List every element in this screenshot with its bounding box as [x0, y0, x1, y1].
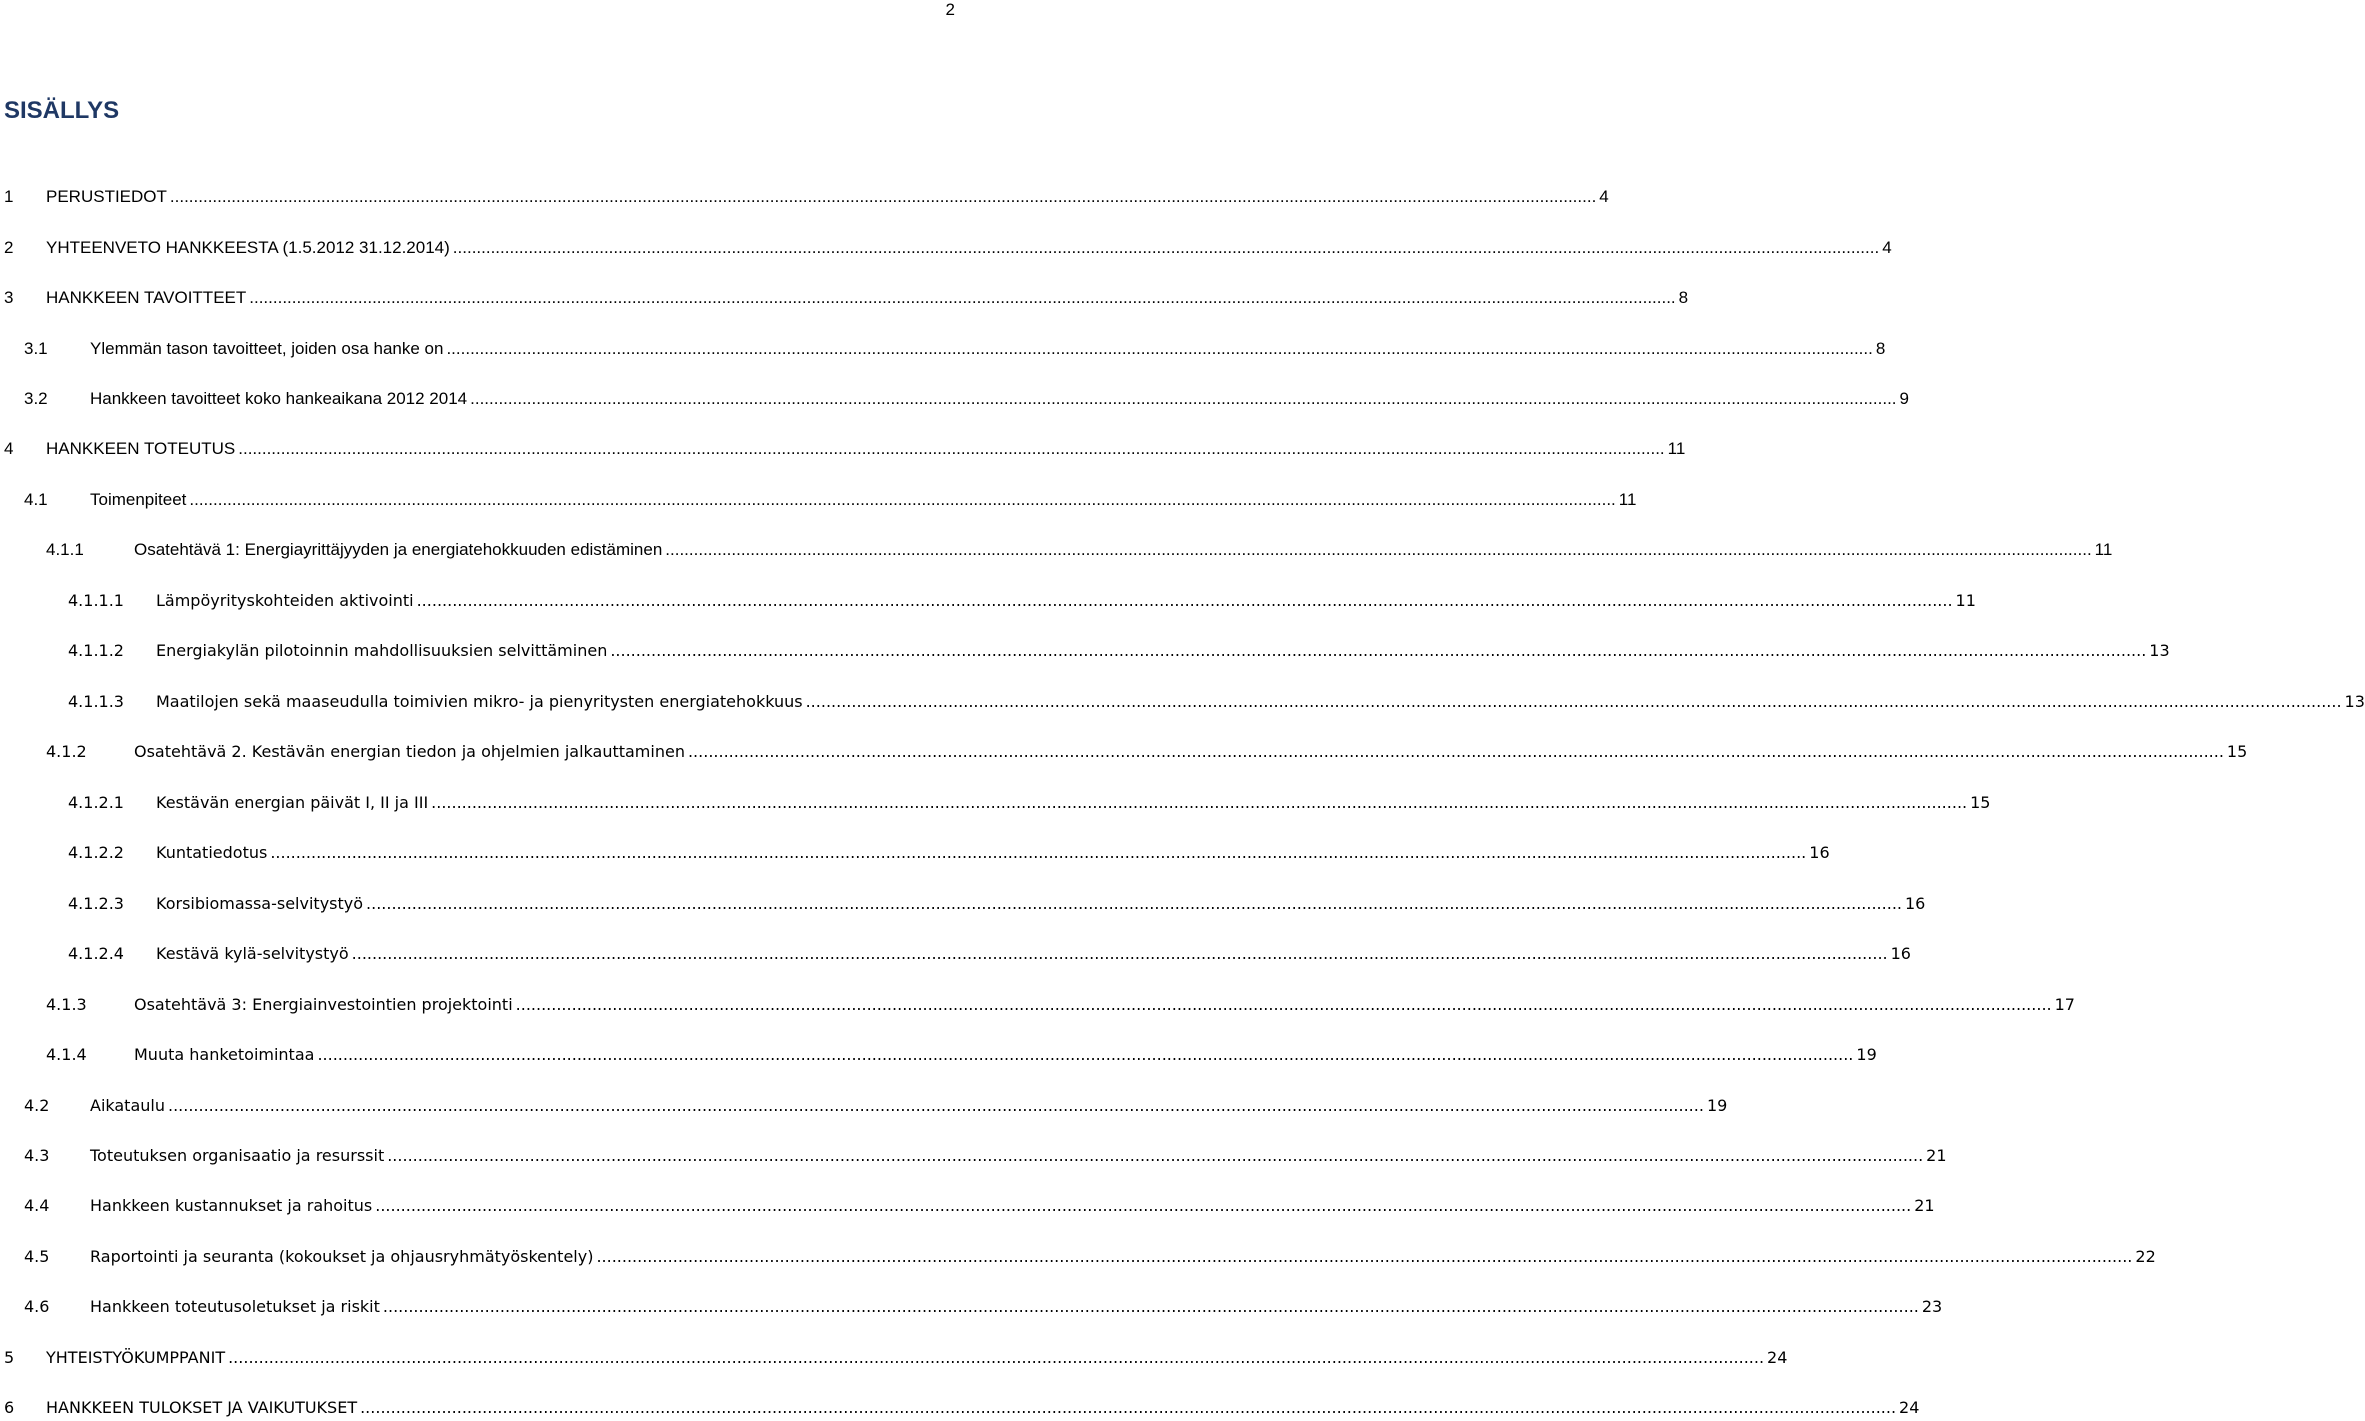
toc-dot-leader: [228, 1345, 1764, 1371]
toc-entry-page: 13: [2344, 692, 2365, 711]
toc-entry[interactable]: [4, 184, 1609, 210]
page-number: 2: [945, 0, 955, 19]
toc-entry-number: 4.1.2.1: [68, 793, 124, 812]
toc-dot-leader: [665, 537, 2091, 563]
toc-entry-title[interactable]: Maatilojen sekä maaseudulla toimivien mikro- ja pienyritysten energiatehokkuus: [156, 692, 803, 711]
toc-entry-title[interactable]: Toteutuksen organisaatio ja resurssit: [90, 1146, 385, 1165]
toc-entry-page: 11: [1667, 439, 1686, 458]
toc-entry[interactable]: [24, 336, 1886, 362]
toc-entry-page: 17: [2054, 995, 2075, 1014]
toc-dot-leader: [431, 790, 1967, 816]
toc-entry-number: 6: [4, 1398, 15, 1417]
toc-entry-number: 4.1.2.2: [68, 843, 124, 862]
toc-entry-number: 1: [4, 187, 14, 206]
toc-entry-title[interactable]: Raportointi ja seuranta (kokoukset ja ohjausryhmätyöskentely): [90, 1247, 594, 1266]
toc-entry-title[interactable]: YHTEISTYÖKUMPPANIT: [46, 1348, 226, 1367]
toc-entry-number: 4.1.2.4: [68, 944, 124, 963]
toc-entry-number: 5: [4, 1348, 15, 1367]
toc-dot-leader: [446, 336, 1872, 362]
toc-entry-number: 4.1.1.1: [68, 591, 124, 610]
toc-entry-page: 8: [1678, 288, 1689, 307]
toc-dot-leader: [168, 1093, 1704, 1119]
toc-dot-leader: [516, 992, 2052, 1018]
toc-entry-title[interactable]: PERUSTIEDOT: [46, 187, 167, 206]
toc-entry-number: 4.1.2.3: [68, 894, 124, 913]
toc-dot-leader: [383, 1294, 1919, 1320]
toc-entry-number: 4.1.1.3: [68, 692, 124, 711]
toc-dot-leader: [375, 1193, 1911, 1219]
toc-entry[interactable]: [24, 1244, 2156, 1270]
toc-entry-title[interactable]: Korsibiomassa-selvitystyö: [156, 894, 364, 913]
toc-entry[interactable]: [24, 487, 1637, 513]
toc-entry-title[interactable]: Osatehtävä 1: Energiayrittäjyyden ja energiatehokkuuden edistäminen: [134, 540, 663, 559]
toc-entry-page: 15: [1970, 793, 1991, 812]
toc-entry-number: 4: [4, 439, 14, 458]
toc-entry-page: 19: [1856, 1045, 1877, 1064]
toc-dot-leader: [189, 487, 1615, 513]
toc-entry-page: 8: [1875, 339, 1886, 358]
toc-entry-title[interactable]: Kestävä kylä-selvitystyö: [156, 944, 349, 963]
toc-entry[interactable]: [4, 436, 1686, 462]
toc-dot-leader: [596, 1244, 2132, 1270]
toc-entry-number: 3.2: [24, 389, 48, 408]
toc-entry-number: 3: [4, 288, 14, 307]
toc-entry-number: 2: [4, 238, 14, 257]
toc-dot-leader: [417, 588, 1953, 614]
toc-entry-page: 21: [1926, 1146, 1947, 1165]
toc-entry[interactable]: [46, 1042, 1877, 1068]
toc-entry[interactable]: [24, 1093, 1728, 1119]
toc-entry-page: 4: [1882, 238, 1892, 257]
toc-entry[interactable]: [68, 891, 1926, 917]
toc-entry-number: 4.1.4: [46, 1045, 87, 1064]
toc-entry-number: 4.1.3: [46, 995, 87, 1014]
toc-entry[interactable]: [68, 790, 1991, 816]
toc-entry-page: 16: [1809, 843, 1830, 862]
toc-entry-page: 16: [1890, 944, 1911, 963]
toc-entry-page: 13: [2149, 641, 2170, 660]
toc-entry-number: 4.1.2: [46, 742, 87, 761]
toc-entry-number: 4.2: [24, 1096, 50, 1115]
toc-entry-page: 11: [1955, 591, 1976, 610]
toc-entry-page: 21: [1914, 1196, 1935, 1215]
toc-entry-title[interactable]: Hankkeen toteutusoletukset ja riskit: [90, 1297, 380, 1316]
toc-entry-page: 24: [1767, 1348, 1788, 1367]
toc-entry-number: 4.4: [24, 1196, 50, 1215]
toc-entry[interactable]: [46, 992, 2075, 1018]
toc-entry-title[interactable]: Aikataulu: [90, 1096, 165, 1115]
toc-entry[interactable]: [24, 1193, 1935, 1219]
toc-entry-page: 4: [1599, 187, 1609, 206]
toc-entry-title[interactable]: Osatehtävä 2. Kestävän energian tiedon ja ohjelmien jalkauttaminen: [134, 742, 685, 761]
toc-entry-page: 22: [2135, 1247, 2156, 1266]
toc-dot-leader: [610, 638, 2146, 664]
toc-dot-leader: [317, 1042, 1853, 1068]
toc-entry-page: 16: [1904, 894, 1926, 913]
toc-entry-page: 11: [2094, 540, 2113, 559]
toc-entry-number: 4.1.1.2: [68, 641, 124, 660]
toc-entry[interactable]: [24, 1294, 1943, 1320]
toc-dot-leader: [387, 1143, 1923, 1169]
toc-entry[interactable]: [4, 1345, 1788, 1371]
toc-entry-number: 4.3: [24, 1146, 50, 1165]
toc-entry-page: 11: [1618, 490, 1637, 509]
toc-dot-leader: [806, 689, 2342, 715]
toc-dot-leader: [352, 941, 1888, 967]
toc-entry-title[interactable]: Osatehtävä 3: Energiainvestointien projektointi: [134, 995, 513, 1014]
toc-entry-page: 15: [2226, 742, 2248, 761]
toc-entry-title[interactable]: Ylemmän tason tavoitteet, joiden osa hanke on: [90, 339, 444, 358]
toc-entry-title[interactable]: Hankkeen kustannukset ja rahoitus: [90, 1196, 373, 1215]
toc-dot-leader: [270, 840, 1806, 866]
toc-entry[interactable]: [68, 941, 1911, 967]
toc-entry[interactable]: [24, 386, 1909, 412]
toc-entry-title[interactable]: Kuntatiedotus: [156, 843, 268, 862]
toc-entry-number: 4.5: [24, 1247, 50, 1266]
toc-entry-title[interactable]: Hankkeen tavoitteet koko hankeaikana 2012 2014: [90, 389, 468, 408]
toc-entry[interactable]: [4, 235, 1892, 261]
toc-entry-title[interactable]: Muuta hanketoimintaa: [134, 1045, 315, 1064]
toc-entry-page: 9: [1899, 389, 1909, 408]
toc-entry-number: 4.1: [24, 490, 48, 509]
toc-dot-leader: [360, 1395, 1896, 1421]
toc-dot-leader: [170, 184, 1596, 210]
toc-entry[interactable]: [68, 689, 2365, 715]
toc-dot-leader: [238, 436, 1664, 462]
toc-dot-leader: [688, 739, 2224, 765]
toc-entry-title[interactable]: YHTEENVETO HANKKEESTA (1.5.2012 31.12.2014): [46, 238, 450, 257]
toc-dot-leader: [453, 235, 1879, 261]
toc-entry-title[interactable]: HANKKEEN TOTEUTUS: [46, 439, 236, 458]
toc-entry-number: 3.1: [24, 339, 48, 358]
toc-entry-number: 4.6: [24, 1297, 50, 1316]
toc-entry-page: 23: [1921, 1297, 1943, 1316]
toc-entry-title[interactable]: Kestävän energian päivät I, II ja III: [156, 793, 429, 812]
toc-entry[interactable]: [68, 840, 1830, 866]
toc-entry[interactable]: [68, 638, 2170, 664]
toc-entry-title[interactable]: HANKKEEN TULOKSET JA VAIKUTUKSET: [46, 1398, 358, 1417]
toc-entry[interactable]: [24, 1143, 1947, 1169]
toc-entry[interactable]: [4, 285, 1689, 311]
toc-dot-leader: [366, 891, 1902, 917]
toc-entry[interactable]: [46, 537, 2113, 563]
toc-entry-page: 19: [1706, 1096, 1728, 1115]
toc-entry[interactable]: [4, 1395, 1920, 1421]
toc-entry-number: 4.1.1: [46, 540, 84, 559]
toc-entry-title[interactable]: Lämpöyrityskohteiden aktivointi: [156, 591, 414, 610]
toc-dot-leader: [470, 386, 1896, 412]
toc-entry[interactable]: [46, 739, 2248, 765]
toc-entry-page: 24: [1899, 1398, 1920, 1417]
toc-entry-title[interactable]: HANKKEEN TAVOITTEET: [46, 288, 247, 307]
toc-entry[interactable]: [68, 588, 1976, 614]
toc-dot-leader: [249, 285, 1675, 311]
toc-entry-title[interactable]: Energiakylän pilotoinnin mahdollisuuksien selvittäminen: [156, 641, 608, 660]
toc-title: SISÄLLYS: [4, 97, 120, 124]
toc-entry-title[interactable]: Toimenpiteet: [90, 490, 187, 509]
